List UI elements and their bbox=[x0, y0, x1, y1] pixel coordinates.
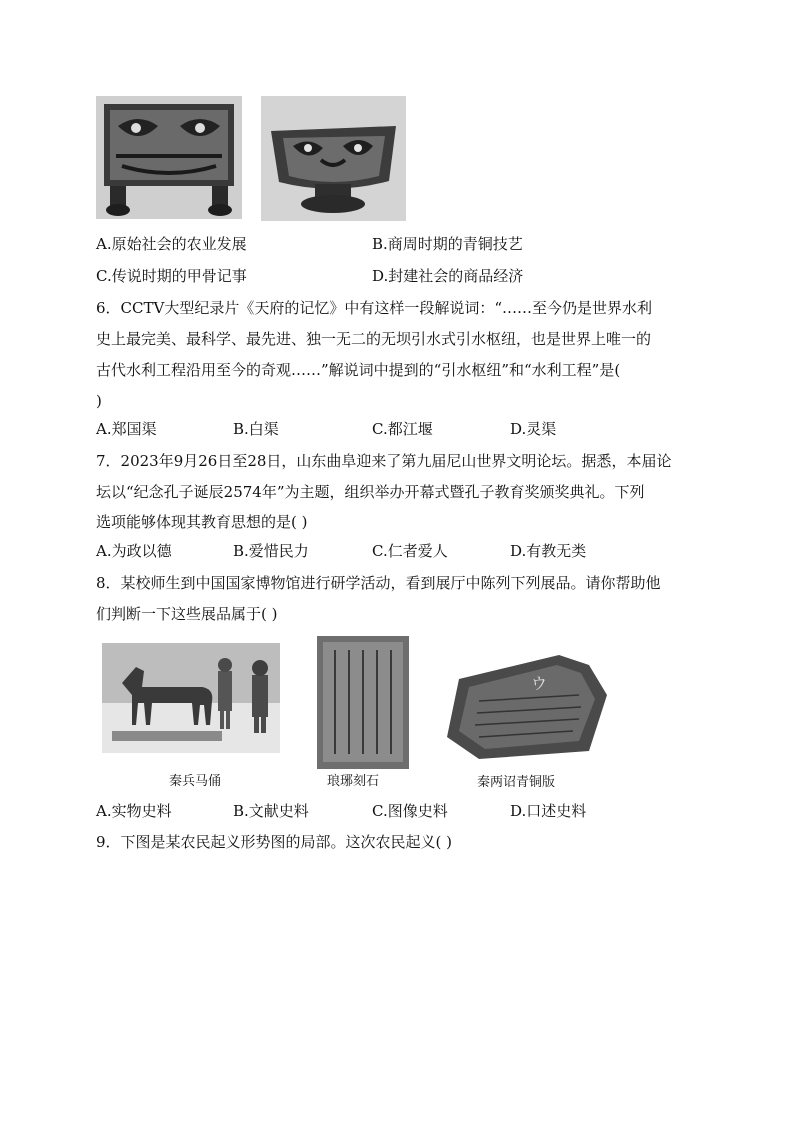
qin-bronze-plate-image bbox=[439, 641, 612, 766]
svg-text:ウ: ウ bbox=[531, 674, 548, 693]
caption-bronze-plate: 秦两诏青铜版 bbox=[476, 775, 555, 790]
q6-stem-line2: 史上最完美、最科学、最先进、独一无二的无坝引水式引水枢纽，也是世界上唯一的 bbox=[96, 330, 652, 348]
q5-option-a[interactable]: A.原始社会的农业发展 bbox=[96, 235, 247, 253]
bronze-vessel-image-right bbox=[261, 96, 406, 221]
q6-stem-line4: ) bbox=[96, 392, 102, 410]
q7-option-c[interactable]: C.仁者爱人 bbox=[372, 542, 448, 560]
q8-option-c[interactable]: C.图像史料 bbox=[372, 802, 448, 820]
q6-option-d[interactable]: D.灵渠 bbox=[510, 420, 557, 438]
q6-option-a[interactable]: A.郑国渠 bbox=[96, 420, 157, 438]
q7-stem-line1: 7．2023年9月26日至28日，山东曲阜迎来了第九届尼山世界文明论坛。据悉，本届论 bbox=[96, 452, 672, 470]
q7-option-a[interactable]: A.为政以德 bbox=[96, 542, 172, 560]
caption-langya-stone: 琅琊刻石 bbox=[326, 774, 379, 789]
q7-stem-line2: 坛以“纪念孔子诞辰2574年”为主题，组织举办开幕式暨孔子教育奖颁奖典礼。下列 bbox=[96, 483, 645, 501]
terracotta-horse-image bbox=[102, 643, 280, 753]
q7-option-b[interactable]: B.爱惜民力 bbox=[233, 542, 309, 560]
caption-terracotta: 秦兵马俑 bbox=[168, 774, 221, 789]
q6-option-b[interactable]: B.白渠 bbox=[233, 420, 279, 438]
q8-option-d[interactable]: D.口述史料 bbox=[510, 802, 587, 820]
q5-option-b[interactable]: B.商周时期的青铜技艺 bbox=[372, 235, 523, 253]
q8-stem-line1: 8．某校师生到中国国家博物馆进行研学活动，看到展厅中陈列下列展品。请你帮助他 bbox=[96, 574, 661, 592]
q9-stem-line1: 9．下图是某农民起义形势图的局部。这次农民起义( ) bbox=[96, 833, 453, 851]
q8-stem-line2: 们判断一下这些展品属于( ) bbox=[96, 605, 278, 623]
q7-option-d[interactable]: D.有教无类 bbox=[510, 542, 587, 560]
q8-option-b[interactable]: B.文献史料 bbox=[233, 802, 309, 820]
q6-stem-line1: 6．CCTV大型纪录片《天府的记忆》中有这样一段解说词：“……至今仍是世界水利 bbox=[96, 299, 653, 317]
q7-stem-line3: 选项能够体现其教育思想的是( ) bbox=[96, 513, 308, 531]
q8-option-a[interactable]: A.实物史料 bbox=[96, 802, 172, 820]
q6-option-c[interactable]: C.都江堰 bbox=[372, 420, 433, 438]
q6-stem-line3: 古代水利工程沿用至今的奇观……”解说词中提到的“引水枢纽”和“水利工程”是( bbox=[96, 361, 621, 379]
q5-option-d[interactable]: D.封建社会的商品经济 bbox=[372, 267, 524, 285]
q5-option-c[interactable]: C.传说时期的甲骨记事 bbox=[96, 267, 247, 285]
bronze-vessel-image-left bbox=[96, 96, 242, 219]
langya-stone-image bbox=[313, 632, 413, 773]
